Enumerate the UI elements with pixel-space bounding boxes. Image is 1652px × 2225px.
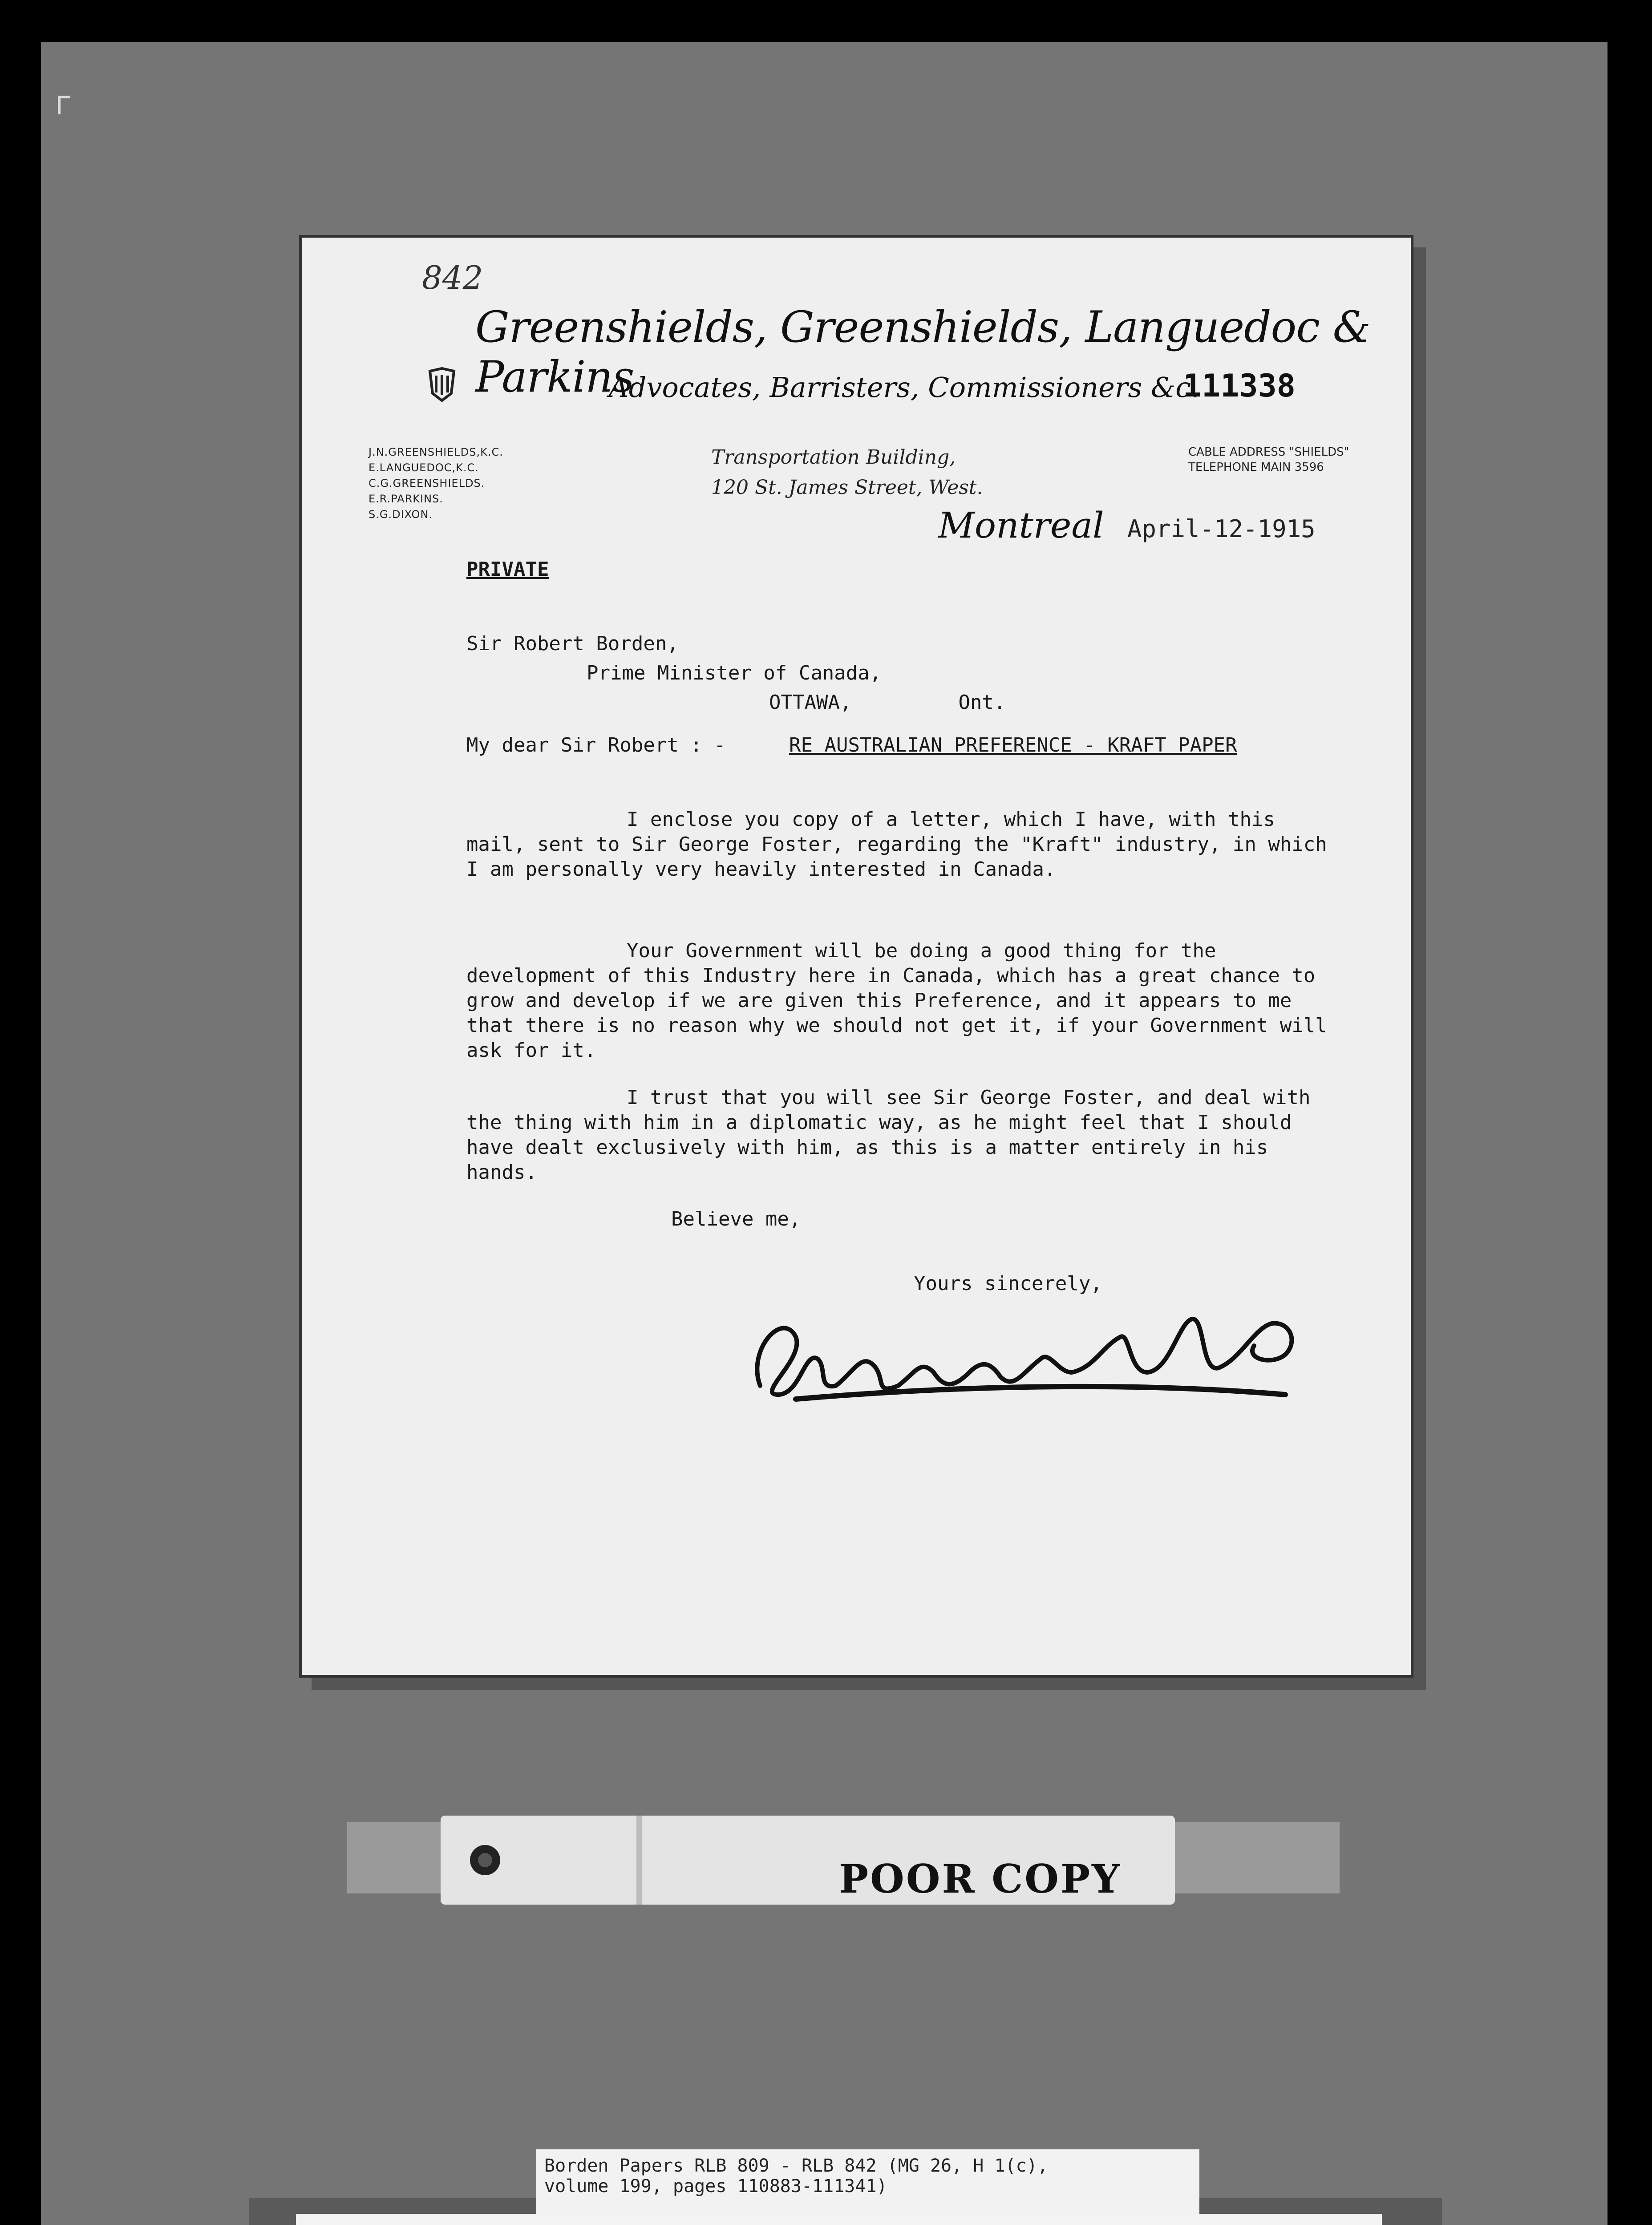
firm-address <box>711 442 983 503</box>
reference-line: Borden Papers RLB 809 - RLB 842 (MG 26, H 1(c), <box>544 2156 1048 2176</box>
firm-subtitle: Advocates, Barristers, Commissioners &c. <box>609 371 1200 404</box>
partner-name: S.G.DIXON. <box>368 508 433 521</box>
partner-name: J.N.GREENSHIELDS,K.C. <box>368 446 503 458</box>
poor-copy-label: POOR COPY <box>839 1856 1122 1902</box>
firm-name: Greenshields, Greenshields, Languedoc & Parkins <box>475 302 1371 402</box>
body-paragraph: I trust that you will see Sir George Foster, and deal with the thing with him in a diplomatic way, as he might feel that I should have dealt exclusively with him, as this is a matter entirely in his hands. <box>466 1086 1311 1184</box>
private-marking: PRIVATE <box>466 558 549 581</box>
archive-card <box>296 2214 1382 2225</box>
address-line: 120 St. James Street, West. <box>711 476 983 499</box>
valediction: Yours sincerely, <box>914 1272 1102 1295</box>
telephone-number: TELEPHONE MAIN 3596 <box>1188 461 1324 474</box>
salutation: My dear Sir Robert : - <box>466 734 726 756</box>
cable-telephone-block <box>1188 445 1349 475</box>
city-name: Montreal <box>938 505 1104 546</box>
partner-name: E.R.PARKINS. <box>368 493 443 505</box>
letter-page <box>299 235 1413 1678</box>
document-number: 111338 <box>1183 368 1296 404</box>
partner-name: E.LANGUEDOC,K.C. <box>368 461 479 474</box>
partner-list <box>368 445 503 522</box>
firm-logo-icon <box>426 367 458 402</box>
addressee-line: Sir Robert Borden, <box>466 632 679 655</box>
signature <box>729 1283 1343 1417</box>
cable-address: CABLE ADDRESS "SHIELDS" <box>1188 445 1349 459</box>
frame-corner-mark <box>58 96 70 114</box>
addressee-block <box>466 629 1005 717</box>
reference-line: volume 199, pages 110883-111341) <box>544 2176 887 2197</box>
address-line: Transportation Building, <box>711 446 956 469</box>
body-paragraph: Your Government will be doing a good thing for the development of this Industry here in Canada, which has a great chance to grow and develop if we are given this Preference, and it appears to me that there is no reason why we should not get it, if your Government will ask for it. <box>466 939 1327 1062</box>
letter-date: April-12-1915 <box>1127 515 1316 543</box>
subject-line: RE AUSTRALIAN PREFERENCE - KRAFT PAPER <box>789 734 1237 756</box>
addressee-line: Prime Minister of Canada, <box>587 662 882 684</box>
closing: Believe me, <box>671 1208 801 1230</box>
body-paragraph: I enclose you copy of a letter, which I have, with this mail, sent to Sir George Foster, regarding the "Kraft" industry, in which I am personally very heavily interested in Canada. <box>466 808 1327 881</box>
partner-name: C.G.GREENSHIELDS. <box>368 477 485 490</box>
handwritten-number: 842 <box>422 259 483 296</box>
addressee-line: Ont. <box>958 691 1006 714</box>
addressee-line: OTTAWA, <box>769 691 852 714</box>
